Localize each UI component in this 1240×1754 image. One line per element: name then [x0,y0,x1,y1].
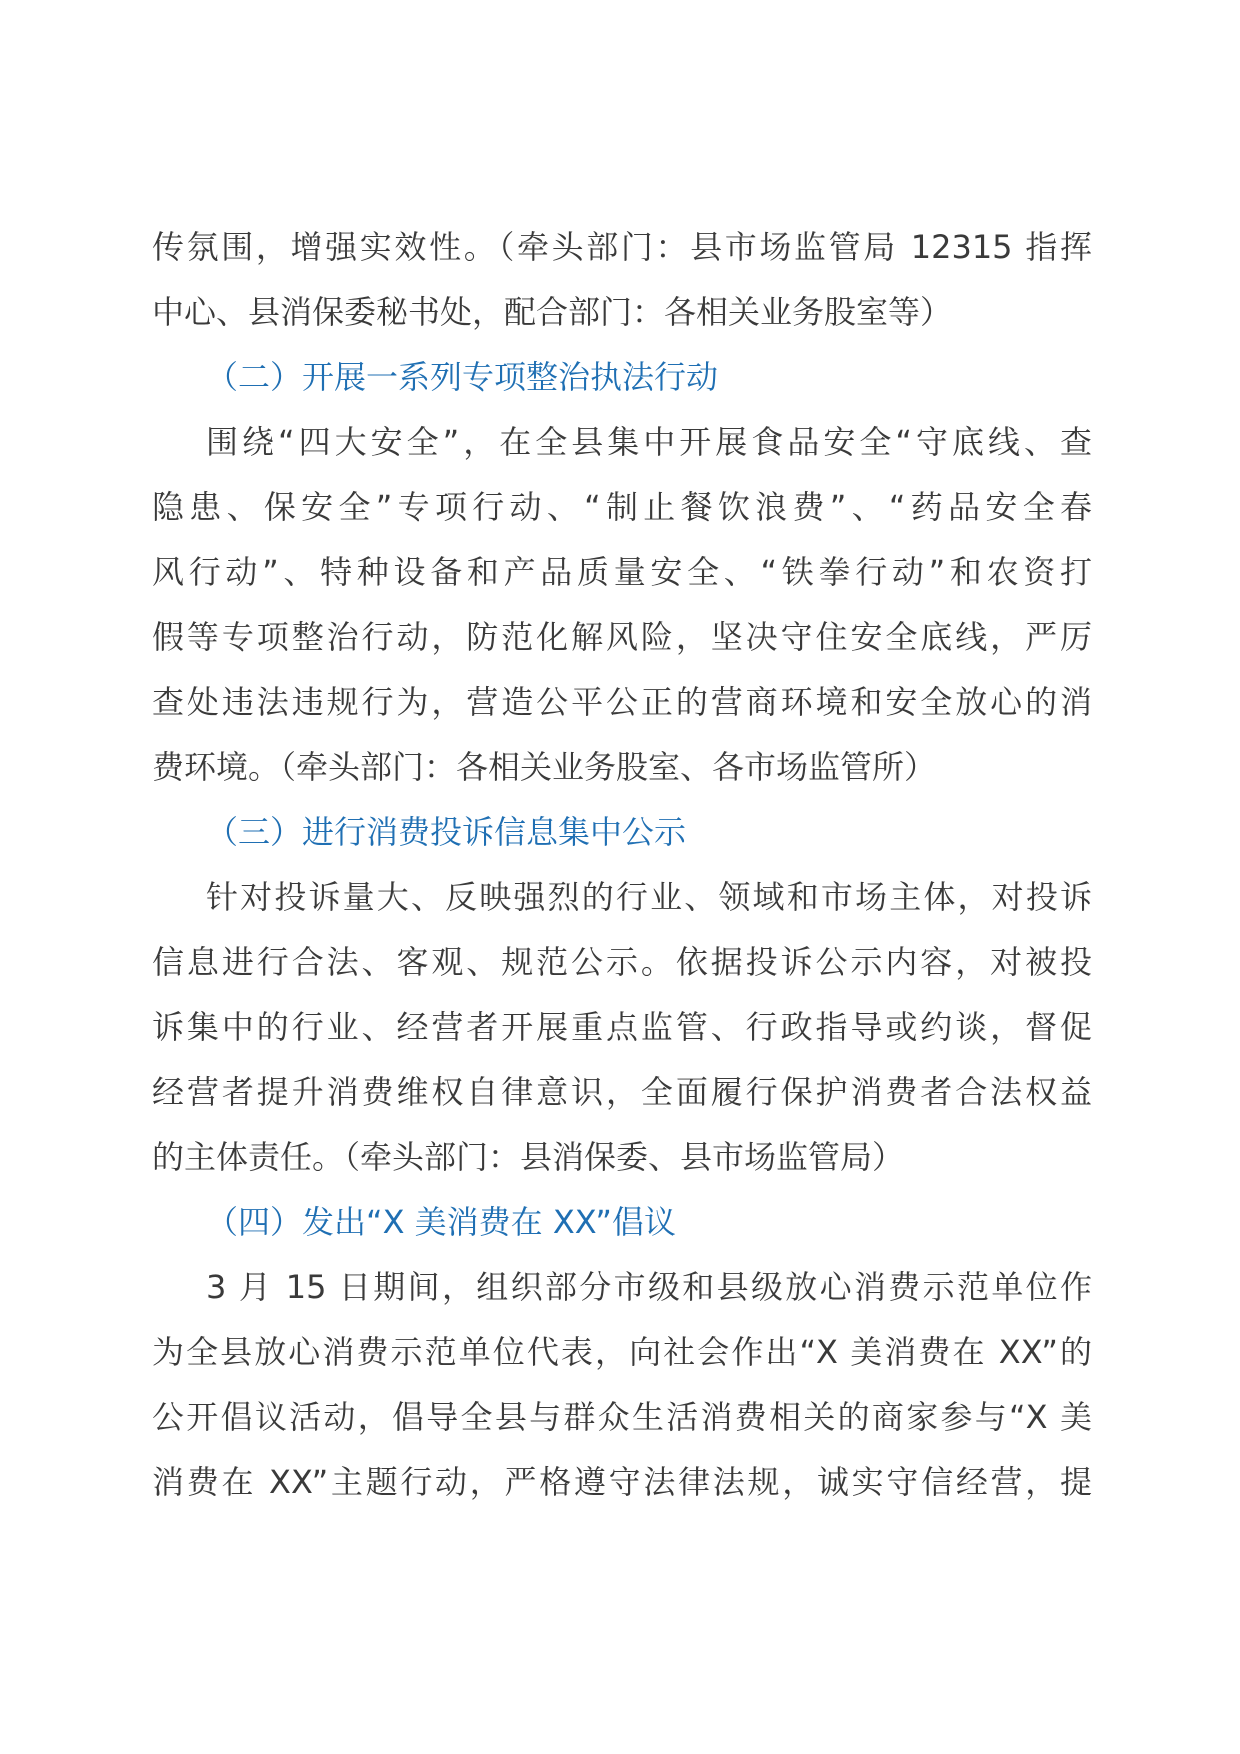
section-heading-3: （三）进行消费投诉信息集中公示 [206,813,687,851]
paragraph-line: 的主体责任。（牵头部门：县消保委、县市场监管局） [152,1138,905,1176]
paragraph-line: 诉集中的行业、经营者开展重点监管、行政指导或约谈，督促 [152,1008,1092,1046]
paragraph-line: 传氛围，增强实效性。（牵头部门：县市场监管局 12315 指挥 [152,228,1092,266]
paragraph-line: 假等专项整治行动，防范化解风险，坚决守住安全底线，严厉 [152,618,1092,656]
paragraph-line: 隐患、保安全”专项行动、“制止餐饮浪费”、“药品安全春 [152,488,1092,526]
paragraph-line: 针对投诉量大、反映强烈的行业、领域和市场主体，对投诉 [206,878,1092,916]
document-body [152,215,1092,1515]
paragraph-line: 为全县放心消费示范单位代表，向社会作出“X 美消费在 XX”的 [152,1333,1092,1371]
paragraph-line: 公开倡议活动，倡导全县与群众生活消费相关的商家参与“X 美 [152,1398,1092,1436]
paragraph-line: 信息进行合法、客观、规范公示。依据投诉公示内容，对被投 [152,943,1092,981]
section-heading-4: （四）发出“X 美消费在 XX”倡议 [206,1203,676,1241]
paragraph-line: 费环境。（牵头部门：各相关业务股室、各市场监管所） [152,748,937,786]
paragraph-line: 消费在 XX”主题行动，严格遵守法律法规，诚实守信经营，提 [152,1463,1092,1501]
paragraph-line: 围绕“四大安全”，在全县集中开展食品安全“守底线、查 [206,423,1092,461]
paragraph-line: 中心、县消保委秘书处，配合部门：各相关业务股室等） [152,293,953,331]
paragraph-line: 查处违法违规行为，营造公平公正的营商环境和安全放心的消 [152,683,1092,721]
section-heading-2: （二）开展一系列专项整治执法行动 [206,358,719,396]
paragraph-line: 风行动”、特种设备和产品质量安全、“铁拳行动”和农资打 [152,553,1092,591]
paragraph-line: 经营者提升消费维权自律意识，全面履行保护消费者合法权益 [152,1073,1092,1111]
paragraph-line: 3 月 15 日期间，组织部分市级和县级放心消费示范单位作 [206,1268,1092,1306]
